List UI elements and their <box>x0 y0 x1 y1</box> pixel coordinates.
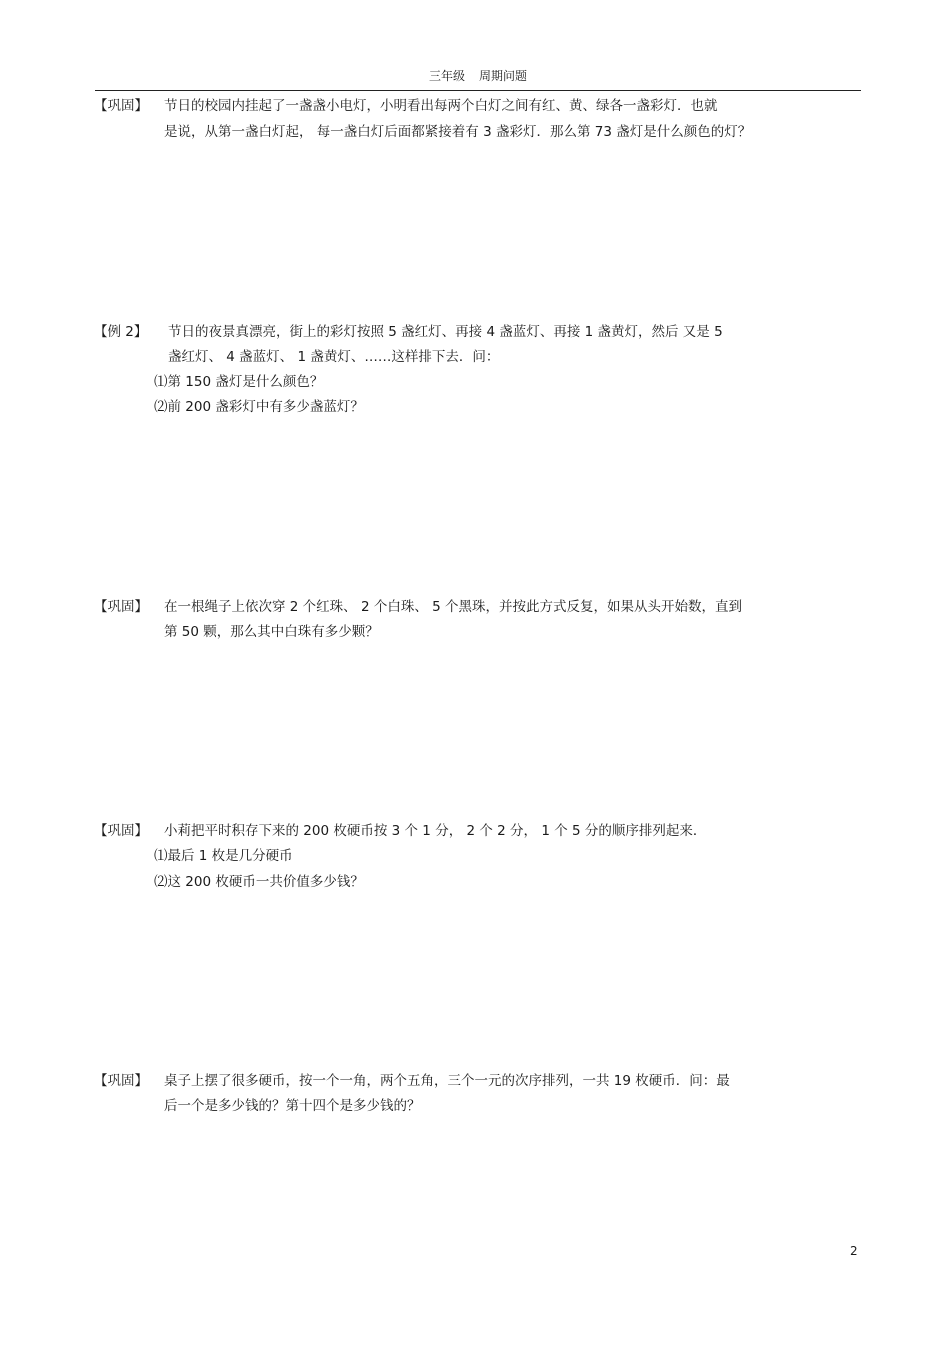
page-number: 2 <box>850 1244 858 1258</box>
sub-question: ⑴第 150 盏灯是什么颜色？ <box>154 374 324 390</box>
problem-text-line: 后一个是多少钱的？第十四个是多少钱的？ <box>164 1098 421 1114</box>
header-grade: 三年级 <box>428 69 465 83</box>
sub-question: ⑴最后 1 枚是几分硬币 <box>154 848 293 864</box>
header-topic: 周期问题 <box>479 69 528 83</box>
problem-text-line: 节日的校园内挂起了一盏盏小电灯，小明看出每两个白灯之间有红、黄、绿各一盏彩灯．也就 <box>164 98 718 114</box>
problem-text-line: 小莉把平时积存下来的 200 枚硬币按 3 个 1 分， 2 个 2 分， 1 个 5 分的顺序排列起来． <box>164 823 707 839</box>
problem-text-line: 节日的夜景真漂亮，街上的彩灯按照 5 盏红灯、再接 4 盏蓝灯、再接 1 盏黄灯，然后 又是 5 <box>168 324 723 340</box>
problem-tag: 【巩固】 <box>94 599 148 615</box>
problem-tag: 【巩固】 <box>94 823 148 839</box>
problem-tag: 【例 2】 <box>94 324 148 340</box>
problem-text-line: 第 50 颗，那么其中白珠有多少颗？ <box>164 624 379 640</box>
problem-tag: 【巩固】 <box>94 98 148 114</box>
sub-question: ⑵前 200 盏彩灯中有多少盏蓝灯？ <box>154 399 364 415</box>
problem-text-line: 桌子上摆了很多硬币，按一个一角，两个五角，三个一元的次序排列，一共 19 枚硬币．问：最 <box>164 1073 730 1089</box>
problem-text-line: 在一根绳子上依次穿 2 个红珠、 2 个白珠、 5 个黑珠，并按此方式反复，如果从头开始数，直到 <box>164 599 743 615</box>
problem-text-line: 盏红灯、 4 盏蓝灯、 1 盏黄灯、……这样排下去．问： <box>168 349 500 365</box>
problem-text-line: 是说，从第一盏白灯起， 每一盏白灯后面都紧接着有 3 盏彩灯．那么第 73 盏灯是什么颜色的灯？ <box>164 124 752 140</box>
page-header <box>95 66 861 91</box>
problem-tag: 【巩固】 <box>94 1073 148 1089</box>
sub-question: ⑵这 200 枚硬币一共价值多少钱？ <box>154 874 364 890</box>
